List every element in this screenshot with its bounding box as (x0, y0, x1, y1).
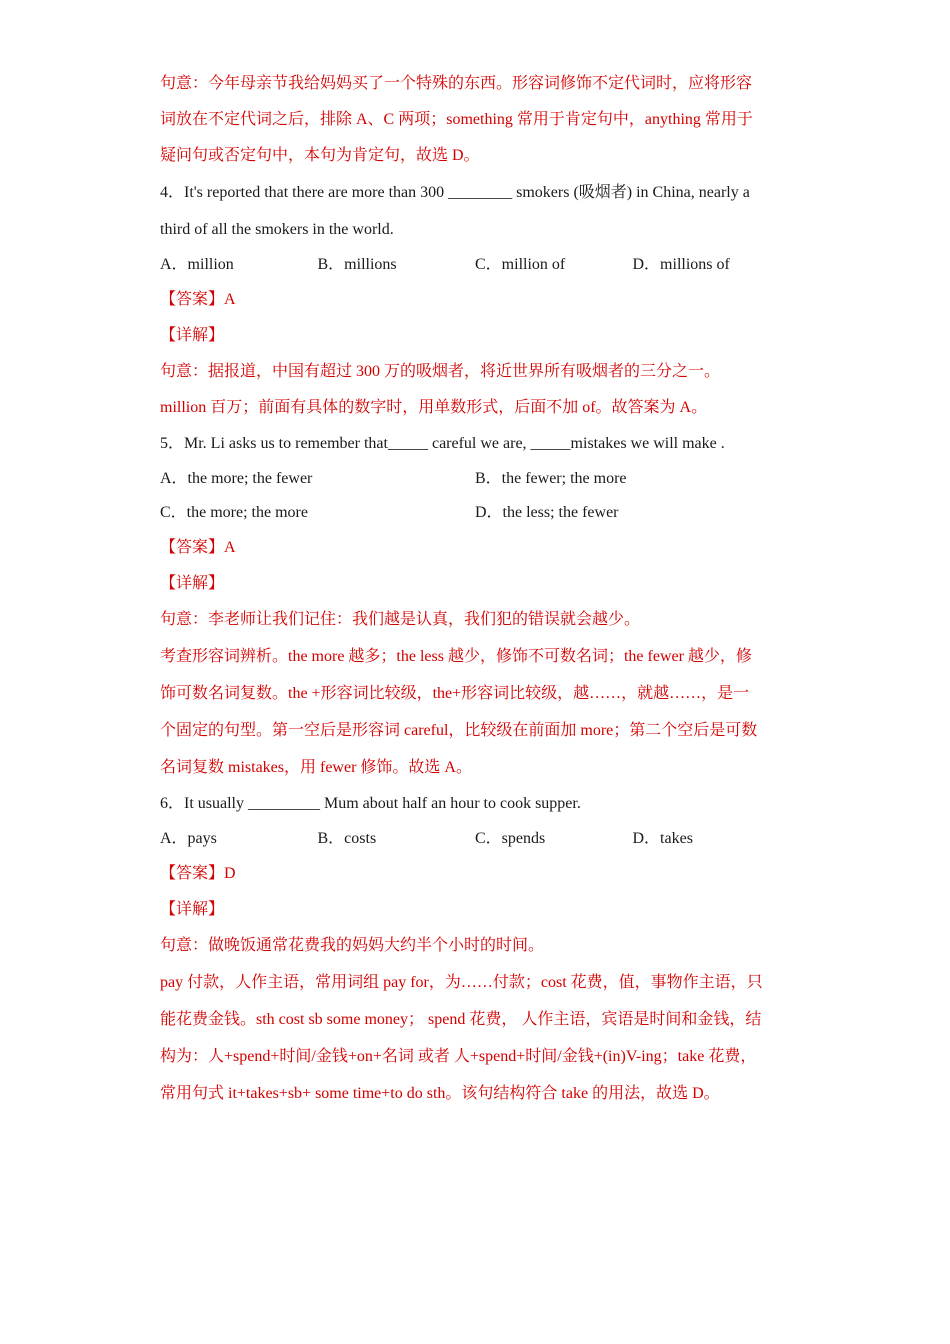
q6-detail-line-5: 常用句式 it+takes+sb+ some time+to do sth。该句结构符合 take 的用法，故选 D。 (160, 1085, 720, 1102)
q6-options (160, 822, 790, 856)
q6-stem-line-1: 6．It usually _________ Mum about half an hour to cook supper. (160, 795, 581, 812)
q4-option-b: B．millions (317, 256, 397, 273)
q5-options-row-1 (160, 462, 790, 496)
q6-option-d: D．takes (632, 830, 693, 847)
q5-detail-line-4: 个固定的句型。第一空后是形容词 careful，比较级在前面加 more；第二个空后是可数 (160, 722, 758, 739)
intro-line-1: 句意：今年母亲节我给妈妈买了一个特殊的东西。形容词修饰不定代词时，应将形容 (160, 75, 753, 92)
q4-detail-label: 【详解】 (160, 327, 225, 344)
q5-detail-line-2: 考查形容词辨析。the more 越多；the less 越少，修饰不可数名词；the fewer 越少，修 (160, 648, 752, 665)
q4-stem-line-1: 4．It's reported that there are more than 300 ________ smokers (吸烟者) in China, nearly a (160, 184, 750, 201)
q6-option-b: B．costs (317, 830, 377, 847)
q5-option-c: C．the more; the more (160, 504, 308, 521)
q4-option-c: C．million of (475, 256, 566, 273)
q6-option-a: A．pays (160, 830, 217, 847)
intro-line-3: 疑问句或否定句中，本句为肯定句，故选 D。 (160, 147, 480, 164)
q6-answer: 【答案】D (160, 865, 236, 882)
q6-detail-line-1: 句意：做晚饭通常花费我的妈妈大约半个小时的时间。 (160, 937, 545, 954)
q4-detail-line-2: million 百万；前面有具体的数字时，用单数形式，后面不加 of。故答案为 A。 (160, 399, 708, 416)
q6-detail-line-4: 构为：人+spend+时间/金钱+on+名词 或者 人+spend+时间/金钱+(in)V-ing；take 花费， (160, 1048, 757, 1065)
q5-detail-line-5: 名词复数 mistakes，用 fewer 修饰。故选 A。 (160, 759, 472, 776)
q5-stem-line-1: 5．Mr. Li asks us to remember that_____ careful we are, _____mistakes we will make . (160, 435, 725, 452)
q4-detail-line-1: 句意：据报道，中国有超过 300 万的吸烟者，将近世界所有吸烟者的三分之一。 (160, 363, 721, 380)
q5-option-b: B．the fewer; the more (475, 470, 627, 487)
q6-detail-label: 【详解】 (160, 901, 225, 918)
q6-detail-line-3: 能花费金钱。sth cost sb some money； spend 花费， 人作主语，宾语是时间和金钱，结 (160, 1011, 762, 1028)
q5-option-a: A．the more; the fewer (160, 470, 313, 487)
q4-option-a: A．million (160, 256, 234, 273)
document-page (160, 66, 790, 1112)
q6-option-c: C．spends (475, 830, 546, 847)
q5-answer: 【答案】A (160, 539, 236, 556)
q4-option-d: D．millions of (632, 256, 730, 273)
q6-detail-line-2: pay 付款，人作主语，常用词组 pay for，为……付款；cost 花费，值，事物作主语，只 (160, 974, 763, 991)
q5-detail-line-1: 句意：李老师让我们记住：我们越是认真，我们犯的错误就会越少。 (160, 611, 641, 628)
q5-detail-line-3: 饰可数名词复数。the +形容词比较级，the+形容词比较级，越……，就越……，是一 (160, 685, 750, 702)
q5-option-d: D．the less; the fewer (475, 504, 619, 521)
q4-options (160, 248, 790, 282)
q4-stem-line-2: third of all the smokers in the world. (160, 221, 394, 238)
intro-line-2: 词放在不定代词之后，排除 A、C 两项；something 常用于肯定句中，anything 常用于 (160, 111, 753, 128)
q5-options-row-2 (160, 496, 790, 530)
q4-answer: 【答案】A (160, 291, 236, 308)
q5-detail-label: 【详解】 (160, 575, 225, 592)
